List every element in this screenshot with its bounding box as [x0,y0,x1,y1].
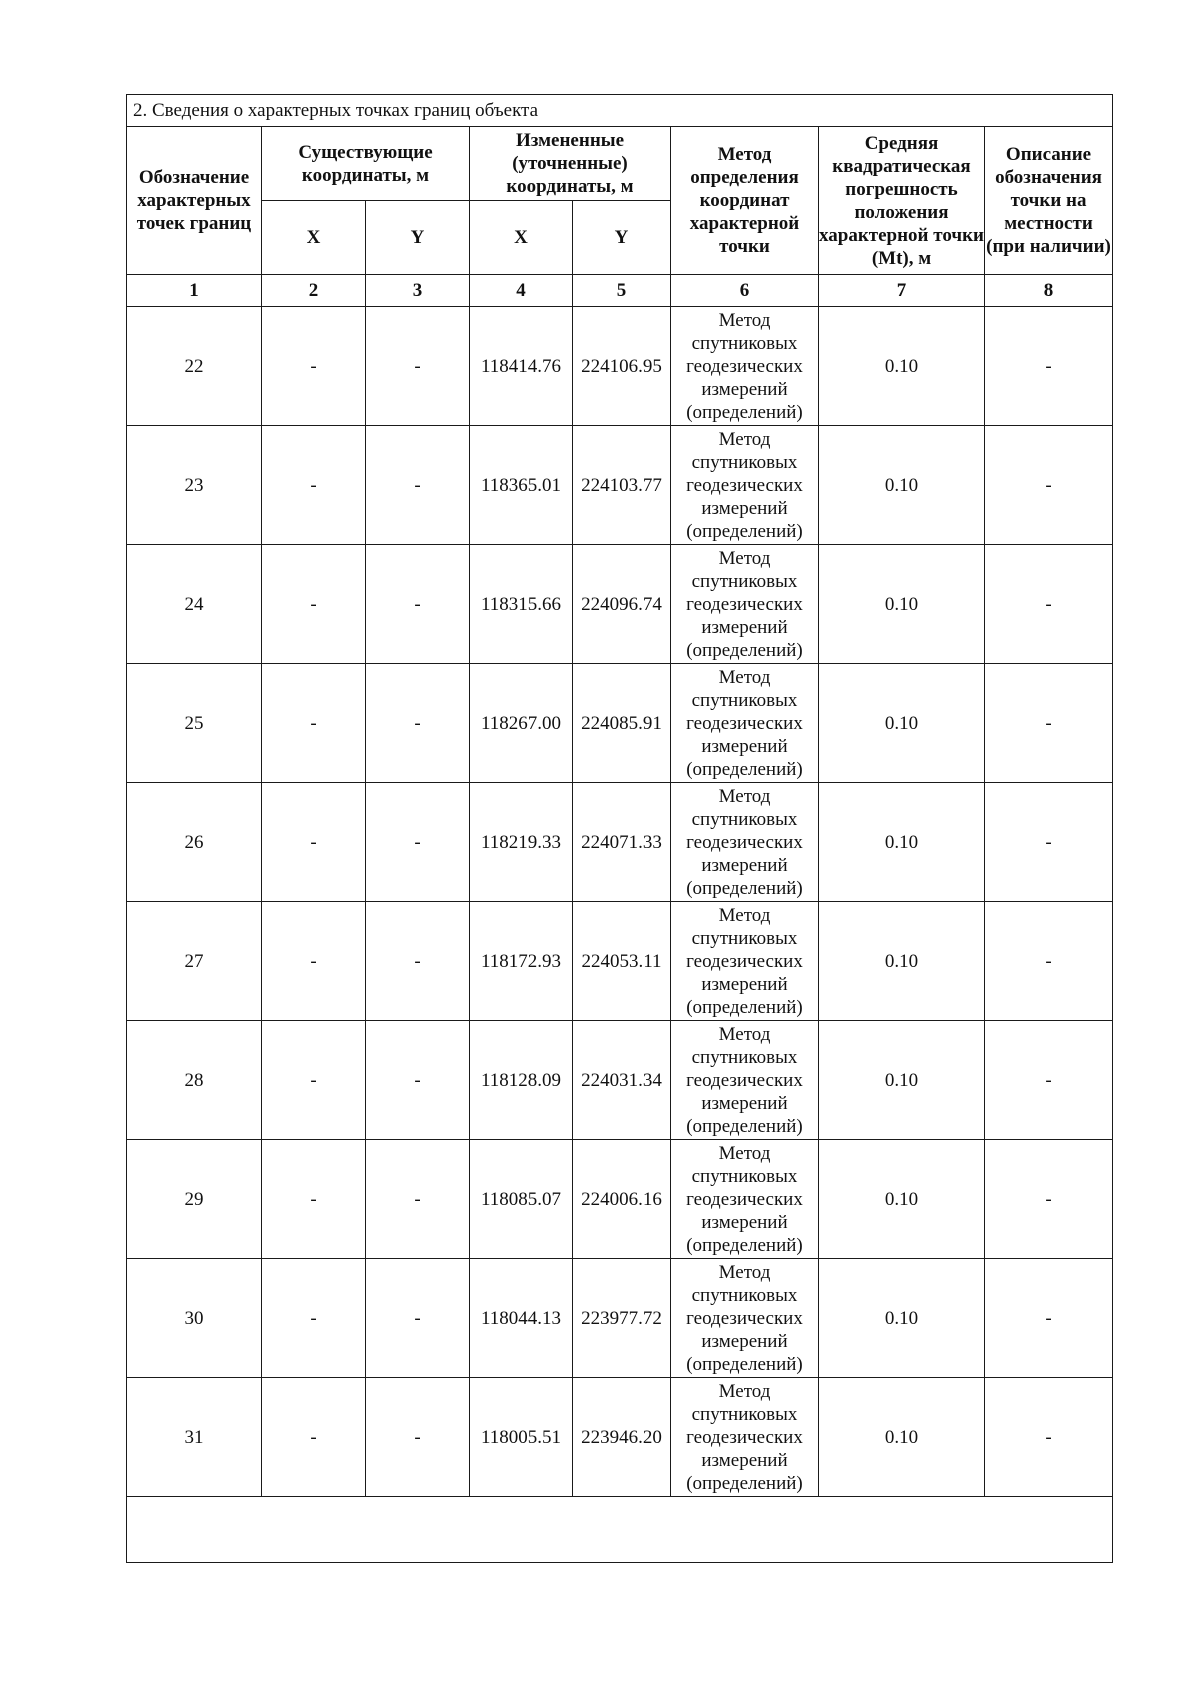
point-cell: 27 [127,902,262,1021]
method-line: спутниковых [691,1046,798,1068]
method-line: спутниковых [691,1165,798,1187]
method-line: измерений [701,973,788,995]
existing-y-cell: - [366,902,470,1021]
method-line: измерений [701,497,788,519]
method-line: геодезических [686,474,803,496]
method-line: Метод [718,547,771,569]
blank-cell [127,1497,1113,1563]
changed-y-cell: 224006.16 [573,1140,671,1259]
point-cell: 25 [127,664,262,783]
column-number: 8 [985,275,1113,307]
point-cell: 22 [127,307,262,426]
method-cell [671,902,819,1021]
existing-x-cell: - [262,902,366,1021]
method-line: измерений [701,1330,788,1352]
method-cell [671,1140,819,1259]
table-row [127,902,1113,1021]
method-line: (определений) [686,1234,803,1256]
existing-x-cell: - [262,783,366,902]
existing-x-cell: - [262,664,366,783]
method-line: измерений [701,1449,788,1471]
method-line: Метод [718,666,771,688]
method-line: (определений) [686,639,803,661]
method-line: геодезических [686,593,803,615]
header-existing-x: X [262,201,366,275]
existing-y-cell: - [366,1378,470,1497]
description-cell: - [985,1259,1113,1378]
method-line: спутниковых [691,570,798,592]
changed-x-cell: 118085.07 [470,1140,573,1259]
method-line: Метод [718,904,771,926]
method-line: измерений [701,378,788,400]
changed-y-cell: 223977.72 [573,1259,671,1378]
method-line: измерений [701,1092,788,1114]
description-cell: - [985,783,1113,902]
error-cell: 0.10 [819,902,985,1021]
method-line: (определений) [686,401,803,423]
header-existing-y: Y [366,201,470,275]
header-description: Описание обозначения точки на местности (при наличии) [985,127,1113,275]
error-cell: 0.10 [819,307,985,426]
column-number: 7 [819,275,985,307]
existing-y-cell: - [366,1259,470,1378]
header-method: Метод определения координат характерной точки [671,127,819,275]
table-row [127,664,1113,783]
method-line: (определений) [686,1353,803,1375]
changed-x-cell: 118365.01 [470,426,573,545]
method-line: геодезических [686,712,803,734]
column-number: 2 [262,275,366,307]
column-number: 5 [573,275,671,307]
description-cell: - [985,545,1113,664]
error-cell: 0.10 [819,664,985,783]
section-title: 2. Сведения о характерных точках границ объекта [127,95,1113,127]
method-line: Метод [718,428,771,450]
changed-y-cell: 224103.77 [573,426,671,545]
table-row [127,783,1113,902]
table-row [127,1259,1113,1378]
header-designation: Обозначение характерных точек границ [127,127,262,275]
method-line: (определений) [686,520,803,542]
existing-y-cell: - [366,1140,470,1259]
existing-x-cell: - [262,1378,366,1497]
method-line: геодезических [686,1188,803,1210]
method-cell [671,545,819,664]
point-cell: 30 [127,1259,262,1378]
existing-y-cell: - [366,426,470,545]
method-line: измерений [701,616,788,638]
method-line: геодезических [686,355,803,377]
existing-y-cell: - [366,664,470,783]
column-number: 3 [366,275,470,307]
point-cell: 23 [127,426,262,545]
description-cell: - [985,664,1113,783]
header-changed-x: X [470,201,573,275]
header-changed-y: Y [573,201,671,275]
description-cell: - [985,426,1113,545]
method-line: (определений) [686,758,803,780]
changed-x-cell: 118044.13 [470,1259,573,1378]
boundary-points-table [126,94,1113,1563]
point-cell: 26 [127,783,262,902]
table-row [127,307,1113,426]
changed-y-cell: 224071.33 [573,783,671,902]
error-cell: 0.10 [819,1140,985,1259]
changed-y-cell: 224053.11 [573,902,671,1021]
blank-row [127,1497,1113,1563]
existing-x-cell: - [262,1140,366,1259]
table-row [127,1140,1113,1259]
method-line: Метод [718,1380,771,1402]
method-line: геодезических [686,1307,803,1329]
description-cell: - [985,307,1113,426]
existing-y-cell: - [366,1021,470,1140]
method-line: геодезических [686,831,803,853]
method-line: (определений) [686,1115,803,1137]
description-cell: - [985,1140,1113,1259]
description-cell: - [985,1378,1113,1497]
method-line: геодезических [686,1069,803,1091]
method-line: (определений) [686,877,803,899]
header-changed-coords: Измененные (уточненные) координаты, м [470,127,671,201]
column-number: 1 [127,275,262,307]
changed-y-cell: 224106.95 [573,307,671,426]
method-line: спутниковых [691,689,798,711]
point-cell: 31 [127,1378,262,1497]
method-line: Метод [718,1023,771,1045]
method-line: спутниковых [691,808,798,830]
method-line: геодезических [686,950,803,972]
method-line: измерений [701,1211,788,1233]
error-cell: 0.10 [819,1378,985,1497]
method-cell [671,1378,819,1497]
existing-x-cell: - [262,307,366,426]
changed-y-cell: 223946.20 [573,1378,671,1497]
method-line: (определений) [686,996,803,1018]
header-existing-coords: Существующие координаты, м [262,127,470,201]
existing-y-cell: - [366,545,470,664]
changed-x-cell: 118414.76 [470,307,573,426]
method-line: геодезических [686,1426,803,1448]
existing-x-cell: - [262,426,366,545]
method-line: спутниковых [691,1284,798,1306]
point-cell: 29 [127,1140,262,1259]
description-cell: - [985,1021,1113,1140]
method-line: Метод [718,1261,771,1283]
error-cell: 0.10 [819,545,985,664]
method-cell [671,664,819,783]
method-cell [671,1259,819,1378]
method-line: Метод [718,309,771,331]
changed-x-cell: 118315.66 [470,545,573,664]
table-row [127,1378,1113,1497]
error-cell: 0.10 [819,783,985,902]
method-line: Метод [718,1142,771,1164]
changed-x-cell: 118172.93 [470,902,573,1021]
existing-y-cell: - [366,307,470,426]
changed-x-cell: 118267.00 [470,664,573,783]
table-row [127,1021,1113,1140]
existing-y-cell: - [366,783,470,902]
changed-x-cell: 118219.33 [470,783,573,902]
method-line: Метод [718,785,771,807]
point-cell: 28 [127,1021,262,1140]
method-cell [671,1021,819,1140]
point-cell: 24 [127,545,262,664]
description-cell: - [985,902,1113,1021]
table-row [127,426,1113,545]
method-line: измерений [701,735,788,757]
error-cell: 0.10 [819,1259,985,1378]
changed-x-cell: 118005.51 [470,1378,573,1497]
method-line: (определений) [686,1472,803,1494]
method-cell [671,307,819,426]
header-error: Средняя квадратическая погрешность положения характерной точки (Mt), м [819,127,985,275]
changed-y-cell: 224085.91 [573,664,671,783]
method-line: спутниковых [691,927,798,949]
method-line: спутниковых [691,451,798,473]
method-line: спутниковых [691,332,798,354]
changed-y-cell: 224031.34 [573,1021,671,1140]
method-line: спутниковых [691,1403,798,1425]
column-numbers-row [127,275,1113,307]
error-cell: 0.10 [819,426,985,545]
method-cell [671,783,819,902]
column-number: 6 [671,275,819,307]
existing-x-cell: - [262,545,366,664]
changed-y-cell: 224096.74 [573,545,671,664]
error-cell: 0.10 [819,1021,985,1140]
changed-x-cell: 118128.09 [470,1021,573,1140]
table-row [127,545,1113,664]
column-number: 4 [470,275,573,307]
method-cell [671,426,819,545]
existing-x-cell: - [262,1021,366,1140]
method-line: измерений [701,854,788,876]
existing-x-cell: - [262,1259,366,1378]
